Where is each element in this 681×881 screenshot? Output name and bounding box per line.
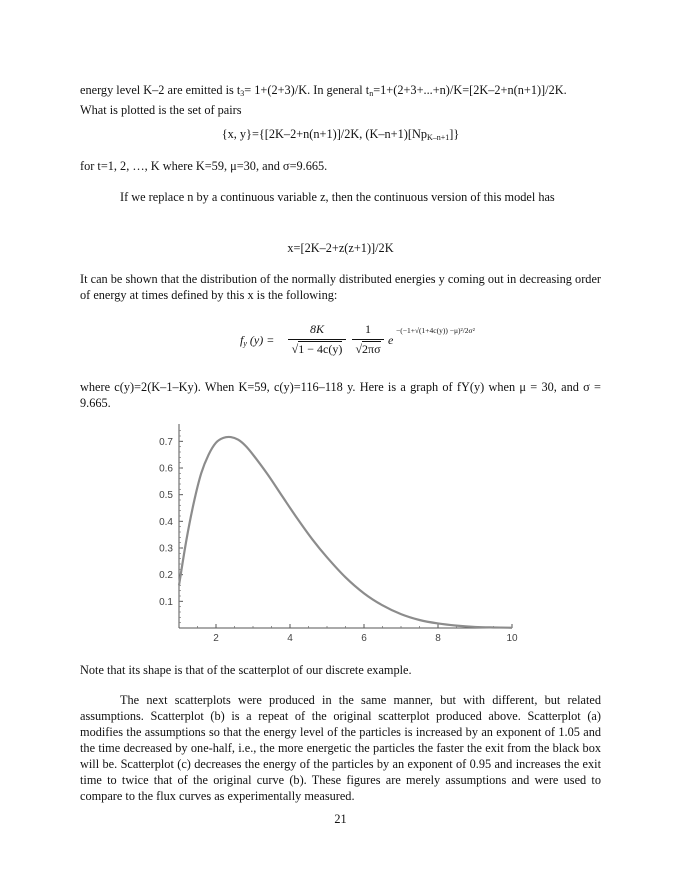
y-tick-label: 0.6 <box>159 463 173 475</box>
x-tick-label: 2 <box>213 633 219 644</box>
denominator: √1 − 4c(y) <box>291 342 343 356</box>
subscript: n <box>369 89 374 98</box>
subscript: 3 <box>240 89 245 98</box>
equation-text: {x, y}={[2K–2+n(n+1)]/2K, (K–n+1)[Np <box>221 127 427 141</box>
numerator: 1 <box>365 322 371 336</box>
equation-text: ]} <box>449 127 460 141</box>
y-tick-label: 0.5 <box>159 490 173 502</box>
text-run: energy level K–2 are emitted is t <box>80 83 241 97</box>
x-tick-label: 10 <box>506 633 518 644</box>
where-line: where c(y)=2(K–1–Ky). When K=59, c(y)=116–118 y. Here is a graph of fY(y) when μ = 30, and σ = 9.665. <box>80 380 601 410</box>
numerator: 8K <box>309 322 324 336</box>
page-number: 21 <box>334 812 347 826</box>
paragraph-distribution: It can be shown that the distribution of the normally distributed energies y coming out in decreasing order of energy at times defined by this x is the following: <box>80 272 601 302</box>
exp-base: e <box>388 333 394 347</box>
text-run: The next scatterplots were produced in the same manner, but with different, but related assumptions. Scatterplot (b) is a repeat of the original scatterplot produced above. Scatterplot (a) modifies the assumptions so that the energy level of the particles is increased by an exponent of 1.05 and the time decreased by one-half, i.e., the more energetic the particles the faster the exit from the black box will be. Scatterplot (c) decreases the energy of the particles by an exponent of 0.95 and increases the exit time to twice that of the original curve (b). These figures are merely assumptions and were used to compare to the flux curves as experimentally measured. <box>80 693 601 803</box>
y-tick-label: 0.3 <box>159 543 173 555</box>
text-run: =1+(2+3+...+n)/K=[2K–2+n(n+1)]/2K. <box>373 83 567 97</box>
y-tick-label: 0.7 <box>159 436 173 448</box>
x-tick-label: 4 <box>287 633 293 644</box>
text-run: If we replace n by a continuous variable z, then the continuous version of this model has <box>120 190 555 204</box>
text-run: = 1+(2+3)/K. In general t <box>244 83 370 97</box>
note-line: Note that its shape is that of the scatterplot of our discrete example. <box>80 663 412 677</box>
subscript: K–n+1 <box>426 133 450 142</box>
y-tick-label: 0.4 <box>159 516 173 528</box>
series-line <box>179 437 512 628</box>
formula-lhs: $f_y$ (y) = <box>240 333 275 348</box>
x-tick-label: 6 <box>361 633 367 644</box>
denominator: √2πσ <box>355 342 381 356</box>
x-equation: x=[2K–2+z(z+1)]/2K <box>287 241 394 255</box>
y-tick-label: 0.2 <box>159 570 173 582</box>
for-line: for t=1, 2, …, K where K=59, μ=30, and σ=9.665. <box>80 159 328 173</box>
y-tick-label: 0.1 <box>159 596 173 608</box>
paragraph-scatterplots <box>80 692 601 804</box>
exponent: −(−1+√(1+4c(y)) −μ)²/2σ² <box>396 326 475 335</box>
x-tick-label: 8 <box>435 633 441 644</box>
text-run: What is plotted is the set of pairs <box>80 103 242 117</box>
